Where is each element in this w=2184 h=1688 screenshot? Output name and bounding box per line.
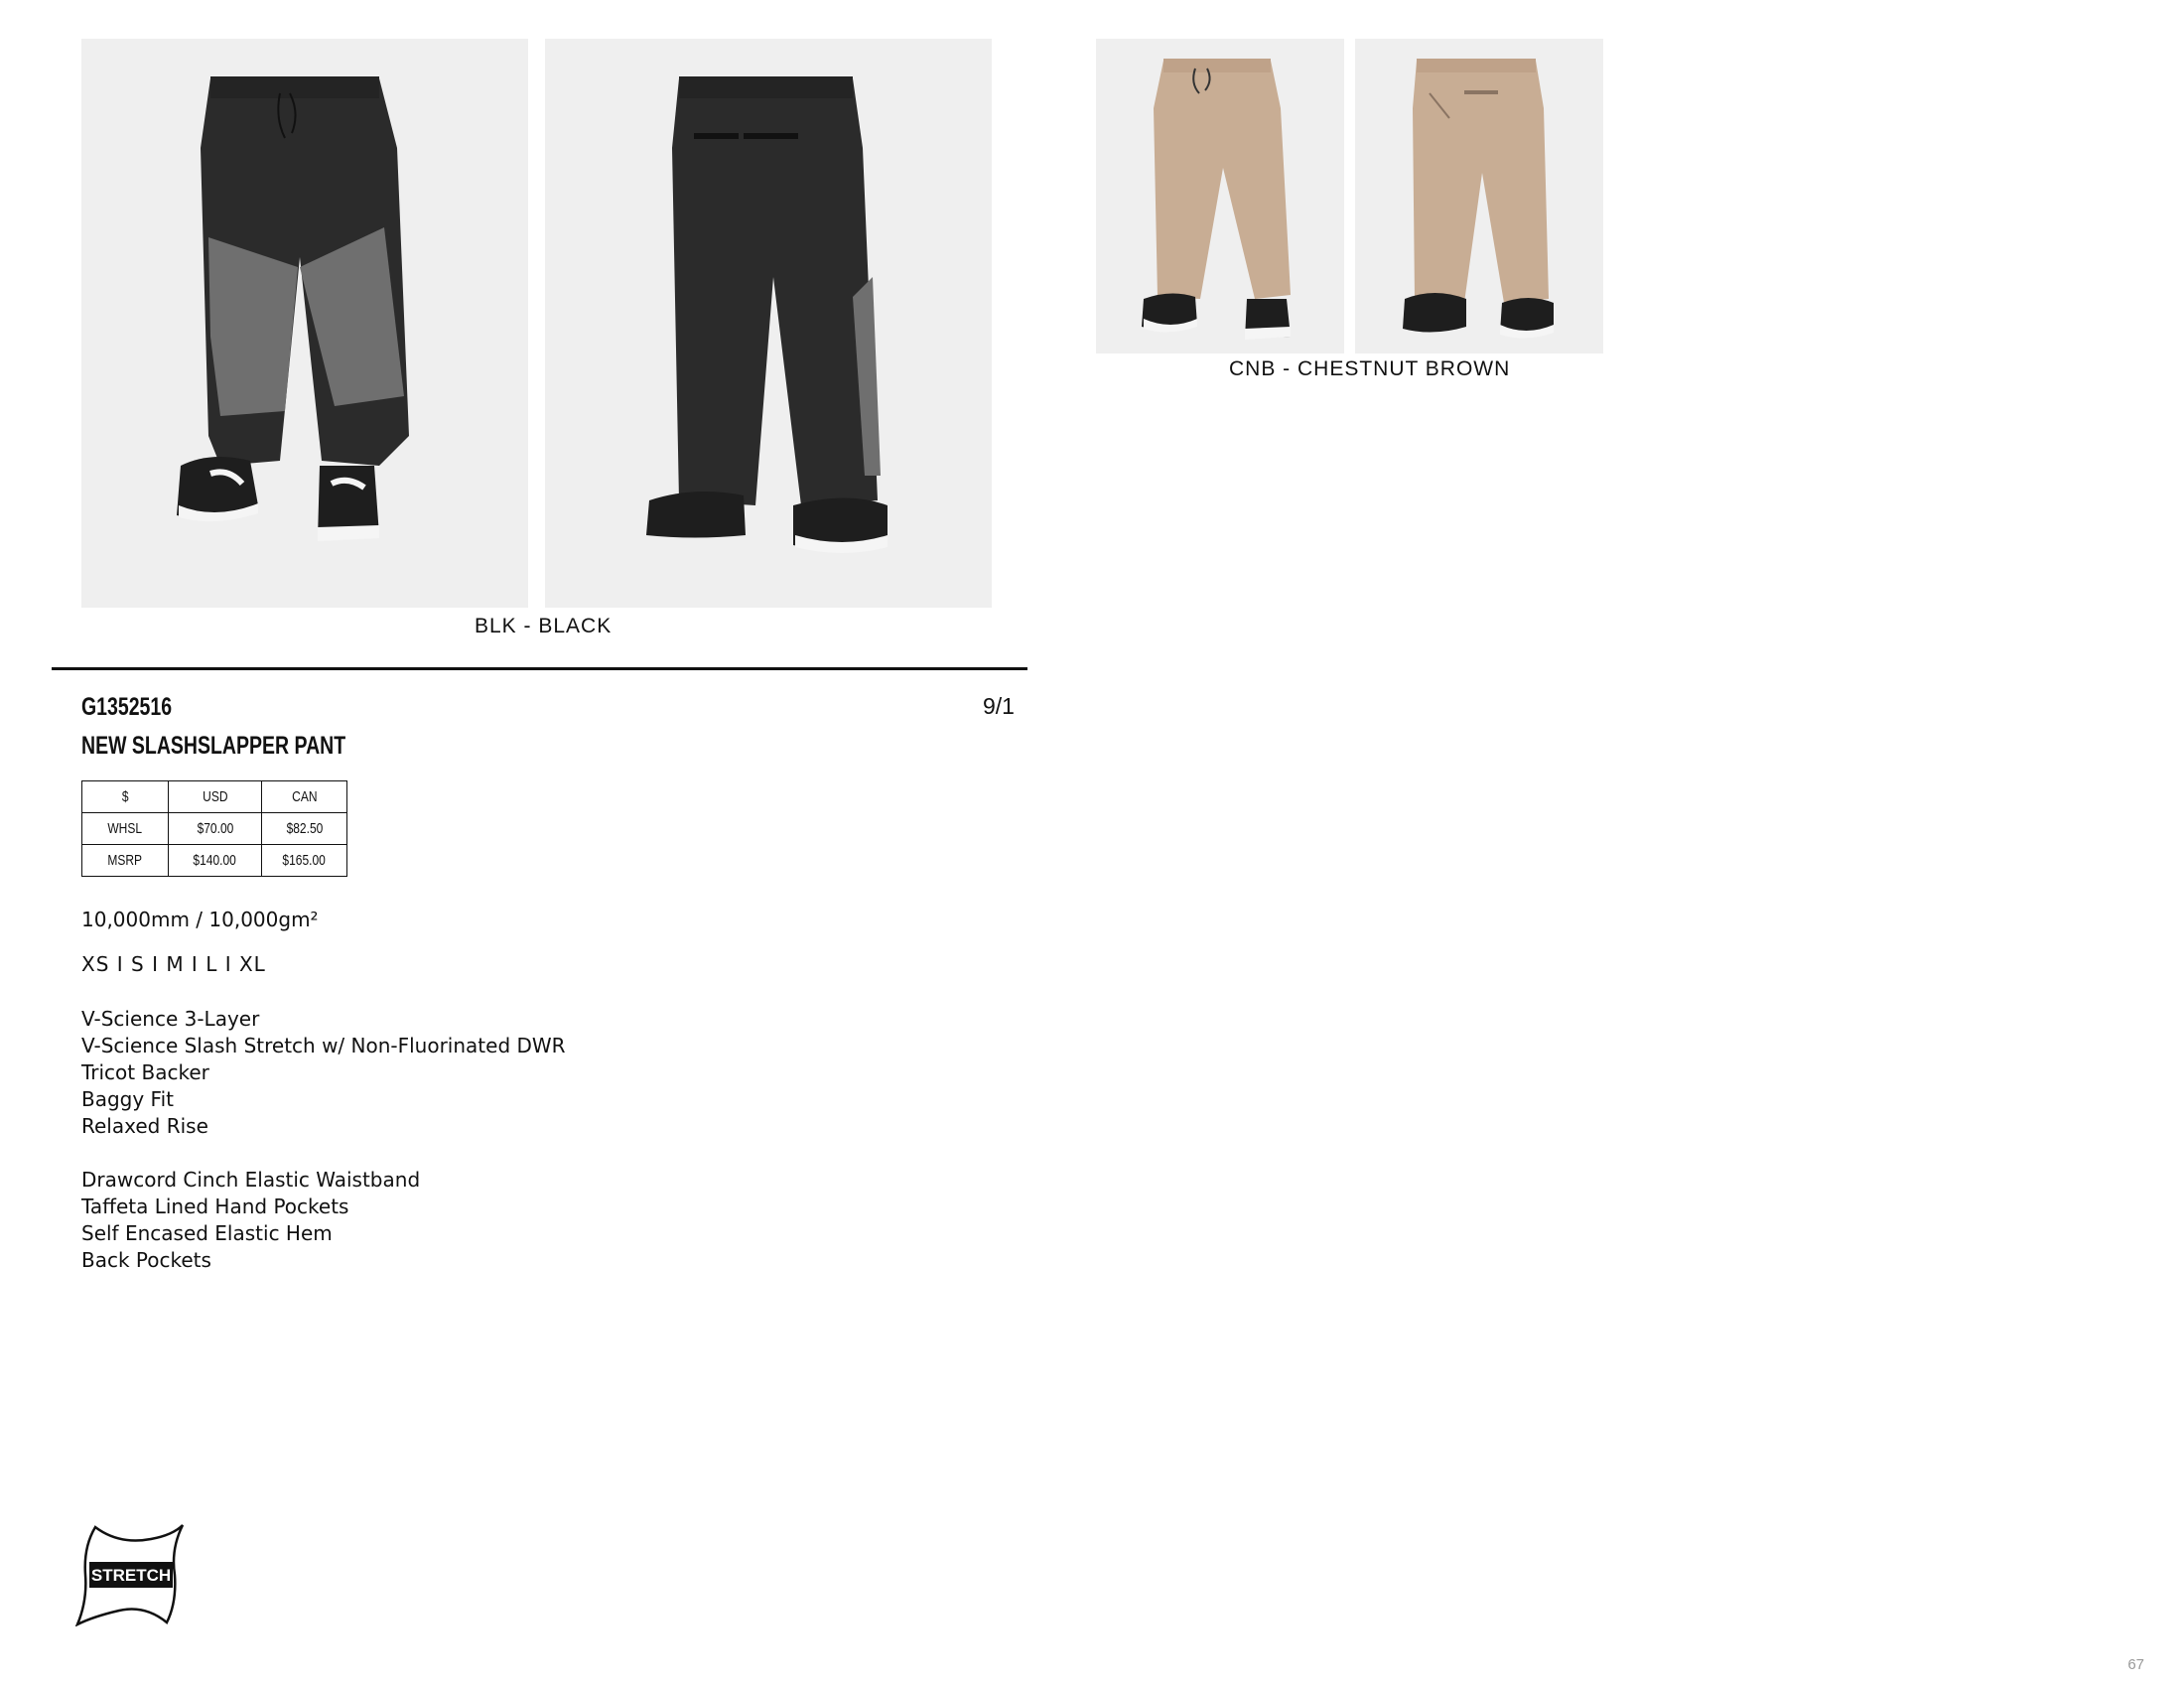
brown-pant-front-photo (1096, 39, 1344, 353)
price-msrp-usd: $140.00 (169, 845, 262, 877)
feature-item: Tricot Backer (81, 1060, 209, 1084)
colorway-caption-chestnut-brown: CNB - CHESTNUT BROWN (1229, 357, 1511, 380)
stretch-badge-label: STRETCH (90, 1566, 172, 1585)
feature-item: Baggy Fit (81, 1087, 175, 1111)
feature-item: Taffeta Lined Hand Pockets (81, 1195, 349, 1218)
price-label-whsl: WHSL (82, 813, 169, 845)
price-header-currency: $ (82, 781, 169, 813)
price-header-usd: USD (169, 781, 262, 813)
price-table-header (82, 781, 347, 813)
price-header-can: CAN (262, 781, 347, 813)
black-pant-back-photo (545, 39, 992, 608)
feature-item: Drawcord Cinch Elastic Waistband (81, 1168, 421, 1192)
black-pant-front-photo (81, 39, 528, 608)
price-whsl-can: $82.50 (262, 813, 347, 845)
price-whsl-usd: $70.00 (169, 813, 262, 845)
price-row-whsl (82, 813, 347, 845)
section-divider (52, 667, 1027, 670)
feature-item: Self Encased Elastic Hem (81, 1221, 333, 1245)
feature-item: V-Science Slash Stretch w/ Non-Fluorinated DWR (81, 1034, 566, 1057)
product-sku: G1352516 (81, 693, 173, 721)
price-msrp-can: $165.00 (262, 845, 347, 877)
ship-date: 9/1 (983, 693, 1015, 719)
feature-list-details (81, 1167, 420, 1274)
page-number: 67 (2127, 1656, 2144, 1673)
size-range: XS I S I M I L I XL (81, 952, 266, 976)
price-label-msrp: MSRP (82, 845, 169, 877)
waterproof-rating: 10,000mm / 10,000gm² (81, 908, 319, 931)
price-table (81, 780, 347, 877)
feature-item: Relaxed Rise (81, 1114, 208, 1138)
price-row-msrp (82, 845, 347, 877)
feature-list-materials (81, 1006, 566, 1140)
stretch-badge-icon (75, 1523, 187, 1626)
brown-pant-back-photo (1355, 39, 1603, 353)
colorway-caption-black: BLK - BLACK (475, 615, 613, 637)
feature-item: Back Pockets (81, 1248, 211, 1272)
product-name: NEW SLASHSLAPPER PANT (81, 732, 346, 760)
feature-item: V-Science 3-Layer (81, 1007, 260, 1031)
